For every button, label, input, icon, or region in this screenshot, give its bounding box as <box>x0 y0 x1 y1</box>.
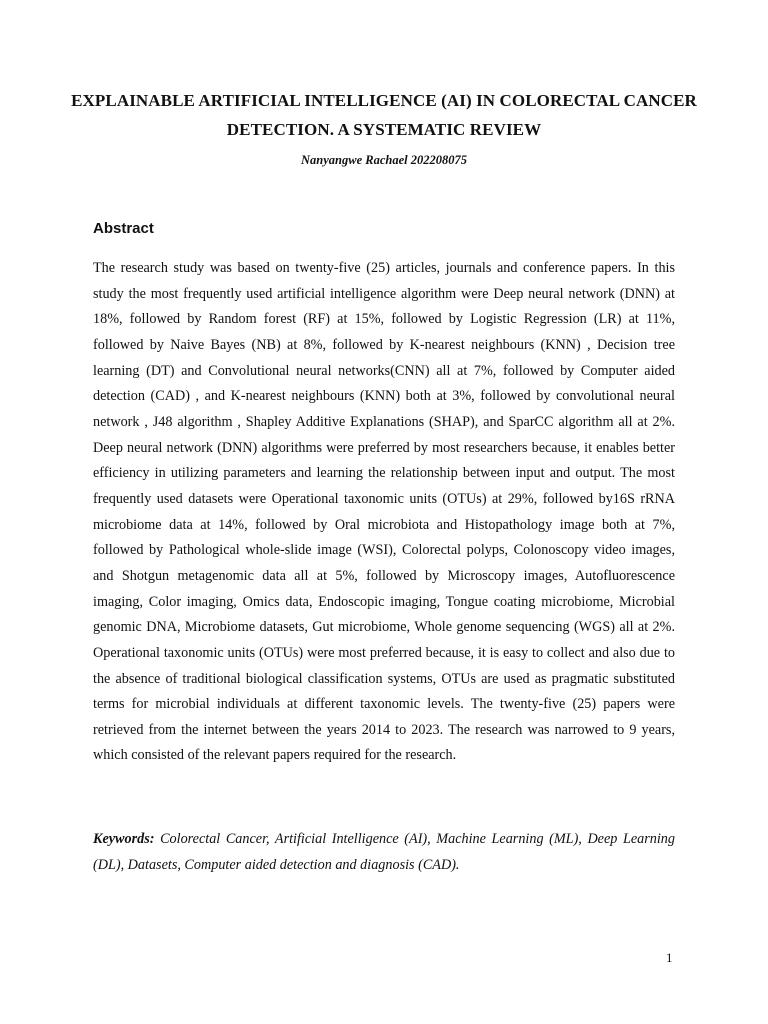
paper-title: EXPLAINABLE ARTIFICIAL INTELLIGENCE (AI) IN COLORECTAL CANCER DETECTION. A SYSTEMATIC REVIEW <box>71 91 697 139</box>
keywords-label: Keywords: <box>93 831 155 847</box>
author-line: Nanyangwe Rachael 202208075 <box>301 153 467 167</box>
keywords-text: Colorectal Cancer, Artificial Intelligence (AI), Machine Learning (ML), Deep Learning (DL), Datasets, Computer aided detection and diagnosis (CAD). <box>93 831 675 873</box>
abstract-heading: Abstract <box>93 220 154 237</box>
keywords-paragraph <box>93 826 675 878</box>
page-number: 1 <box>666 950 673 965</box>
abstract-body: The research study was based on twenty-five (25) articles, journals and conference papers. In this study the most frequently used artificial intelligence algorithm were Deep neural network (DNN) at 18%, followed by Random forest (RF) at 15%, followed by Logistic Regression (LR) at 11%, followed by Naive Bayes (NB) at 8%, followed by K-nearest neighbours (KNN) , Decision tree learning (DT) and Convolutional neural networks(CNN) all at 7%, followed by Computer aided detection (CAD) , and K-nearest neighbours (KNN) both at 3%, followed by convolutional neural network , J48 algorithm , Shapley Additive Explanations (SHAP), and SparCC algorithm all at 2%. Deep neural network (DNN) algorithms were preferred by most researchers because, it enables better efficiency in utilizing parameters and learning the relationship between input and output. The most frequently used datasets were Operational taxonomic units (OTUs) at 29%, followed by16S rRNA microbiome data at 14%, followed by Oral microbiota and Histopathology image both at 7%, followed by Pathological whole-slide image (WSI), Colorectal polyps, Colonoscopy video images, and Shotgun metagenomic data all at 5%, followed by Microscopy images, Autofluorescence imaging, Color imaging, Omics data, Endoscopic imaging, Tongue coating microbiome, Microbial genomic DNA, Microbiome datasets, Gut microbiome, Whole genome sequencing (WGS) all at 2%. Operational taxonomic units (OTUs) were most preferred because, it is easy to collect and also due to the absence of traditional biological classification systems, OTUs are used as pragmatic substituted terms for microbial individuals at different taxonomic levels. The twenty-five (25) papers were retrieved from the internet between the years 2014 to 2023. The research was narrowed to 9 years, which consisted of the relevant papers required for the research. <box>93 260 675 764</box>
